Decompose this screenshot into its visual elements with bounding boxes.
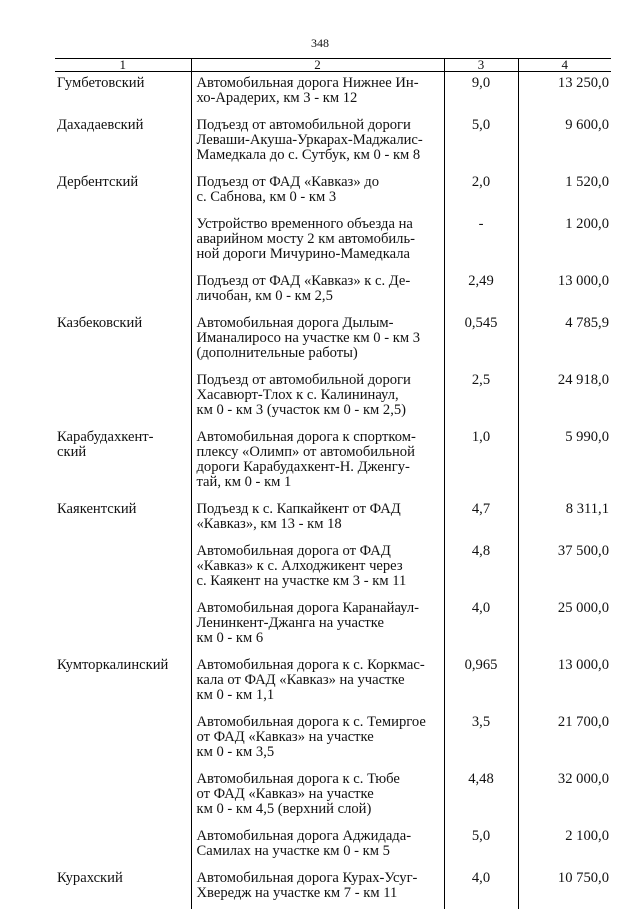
amount-cell: 13 000,0 [518,270,611,312]
amount-cell: 4 785,9 [518,312,611,369]
table-row [55,768,611,825]
table-row [55,540,611,597]
road-description-cell: Автомобильная дорога Нижнее Ин- хо-Арадерих, км 3 - км 12 [191,72,444,115]
district-cell [55,597,191,654]
district-cell: Курахский [55,867,191,909]
length-km-cell: 4,0 [444,597,518,654]
table-row [55,867,611,909]
amount-cell: 13 250,0 [518,72,611,115]
amount-cell: 10 750,0 [518,867,611,909]
district-cell: Казбековский [55,312,191,369]
table-row [55,72,611,115]
table-row [55,711,611,768]
road-description-cell: Автомобильная дорога Курах-Усуг- Хвередж на участке км 7 - км 11 [191,867,444,909]
table-row [55,270,611,312]
table-body [55,72,611,909]
length-km-cell: 5,0 [444,825,518,867]
length-km-cell: 5,0 [444,114,518,171]
road-description-cell: Подъезд от ФАД «Кавказ» к с. Де- личобан, км 0 - км 2,5 [191,270,444,312]
district-cell: Дахадаевский [55,114,191,171]
district-cell [55,540,191,597]
column-header-4: 4 [518,59,611,72]
length-km-cell: 4,0 [444,867,518,909]
length-km-cell: - [444,213,518,270]
amount-cell: 13 000,0 [518,654,611,711]
amount-cell: 5 990,0 [518,426,611,498]
district-cell: Каякентский [55,498,191,540]
district-cell: Карабудахкент- ский [55,426,191,498]
length-km-cell: 0,965 [444,654,518,711]
amount-cell: 25 000,0 [518,597,611,654]
table-row [55,597,611,654]
road-description-cell: Автомобильная дорога от ФАД «Кавказ» к с. Алходжикент через с. Каякент на участке км 3 - км 11 [191,540,444,597]
column-header-2: 2 [191,59,444,72]
district-cell: Гумбетовский [55,72,191,115]
road-description-cell: Автомобильная дорога Аджидада- Самилах на участке км 0 - км 5 [191,825,444,867]
road-description-cell: Автомобильная дорога Каранайаул- Ленинкент-Джанга на участке км 0 - км 6 [191,597,444,654]
table-row [55,369,611,426]
road-description-cell: Устройство временного объезда на аварийном мосту 2 км автомобиль- ной дороги Мичурино-Мамедкала [191,213,444,270]
road-description-cell: Подъезд от ФАД «Кавказ» до с. Сабнова, км 0 - км 3 [191,171,444,213]
amount-cell: 37 500,0 [518,540,611,597]
length-km-cell: 3,5 [444,711,518,768]
road-description-cell: Автомобильная дорога к с. Тюбе от ФАД «Кавказ» на участке км 0 - км 4,5 (верхний слой) [191,768,444,825]
length-km-cell: 1,0 [444,426,518,498]
amount-cell: 2 100,0 [518,825,611,867]
table-header-row [55,59,611,72]
length-km-cell: 4,8 [444,540,518,597]
table-row [55,213,611,270]
road-description-cell: Автомобильная дорога Дылым- Иманалиросо на участке км 0 - км 3 (дополнительные работы) [191,312,444,369]
length-km-cell: 2,49 [444,270,518,312]
table-row [55,498,611,540]
road-description-cell: Автомобильная дорога к с. Коркмас- кала от ФАД «Кавказ» на участке км 0 - км 1,1 [191,654,444,711]
road-description-cell: Подъезд от автомобильной дороги Леваши-Акуша-Уркарах-Маджалис- Мамедкала до с. Сутбук, км 0 - км 8 [191,114,444,171]
road-description-cell: Подъезд от автомобильной дороги Хасавюрт-Тлох к с. Калининаул, км 0 - км 3 (участок км 0 - км 2,5) [191,369,444,426]
district-cell [55,369,191,426]
length-km-cell: 9,0 [444,72,518,115]
district-cell: Кумторкалинский [55,654,191,711]
length-km-cell: 2,5 [444,369,518,426]
amount-cell: 1 520,0 [518,171,611,213]
column-header-1: 1 [55,59,191,72]
district-cell [55,768,191,825]
length-km-cell: 4,48 [444,768,518,825]
road-description-cell: Автомобильная дорога к спортком- плексу «Олимп» от автомобильной дороги Карабудахкент-Н. Дженгу- тай, км 0 - км 1 [191,426,444,498]
amount-cell: 21 700,0 [518,711,611,768]
district-cell [55,270,191,312]
table-row [55,114,611,171]
amount-cell: 24 918,0 [518,369,611,426]
district-cell: Дербентский [55,171,191,213]
road-funding-table [55,58,611,909]
amount-cell: 32 000,0 [518,768,611,825]
amount-cell: 9 600,0 [518,114,611,171]
length-km-cell: 2,0 [444,171,518,213]
table-row [55,825,611,867]
table-row [55,426,611,498]
district-cell [55,711,191,768]
table-row [55,171,611,213]
road-description-cell: Автомобильная дорога к с. Темиргое от ФАД «Кавказ» на участке км 0 - км 3,5 [191,711,444,768]
table-row [55,312,611,369]
page-number: 348 [0,36,640,51]
length-km-cell: 4,7 [444,498,518,540]
road-description-cell: Подъезд к с. Капкайкент от ФАД «Кавказ», км 13 - км 18 [191,498,444,540]
district-cell [55,213,191,270]
district-cell [55,825,191,867]
length-km-cell: 0,545 [444,312,518,369]
amount-cell: 1 200,0 [518,213,611,270]
amount-cell: 8 311,1 [518,498,611,540]
table-row [55,654,611,711]
column-header-3: 3 [444,59,518,72]
